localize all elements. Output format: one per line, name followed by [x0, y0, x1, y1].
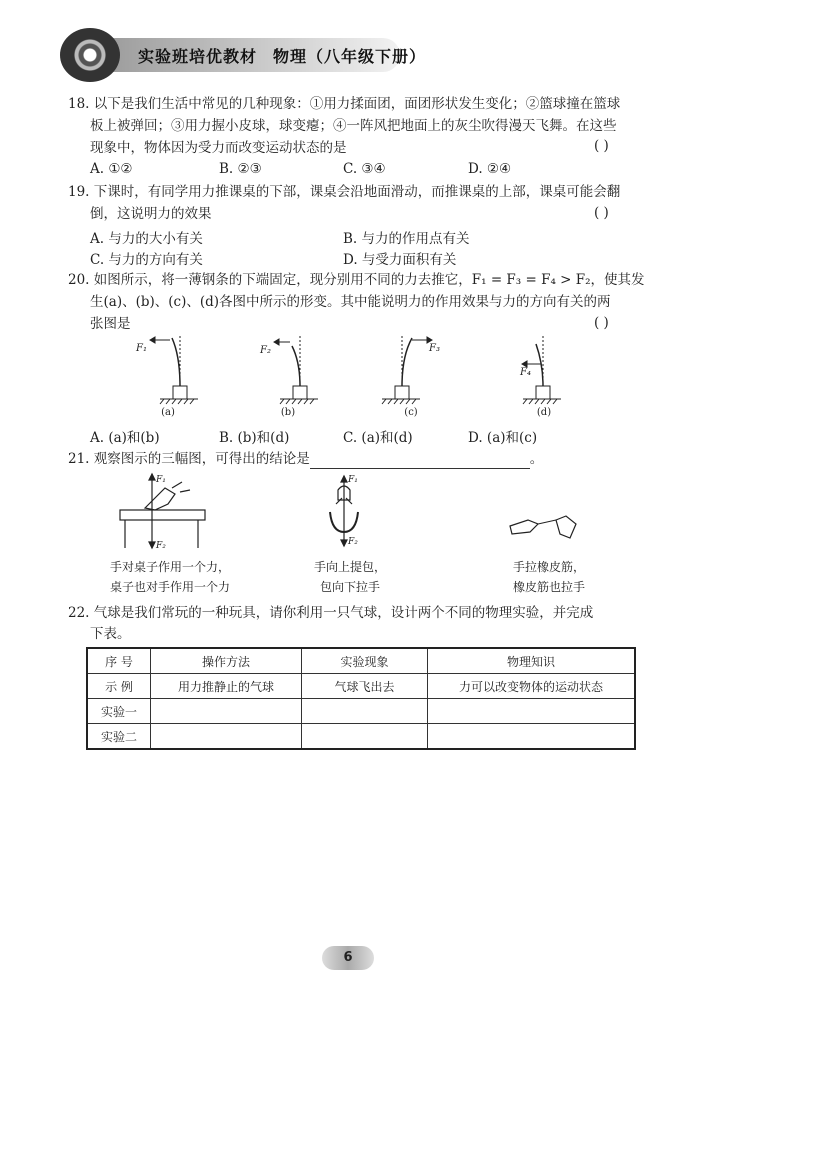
q20-line-3: 张图是 [90, 316, 131, 332]
table-cell-blank[interactable] [428, 724, 636, 750]
table-cell: 实验二 [87, 724, 151, 750]
q18-option-d: D. ②④ [468, 161, 512, 177]
q22-line-2: 下表。 [90, 626, 131, 642]
ground-hatch [280, 399, 318, 404]
bent-strip [402, 338, 412, 386]
q20-option-d: D. (a)和(c) [468, 430, 538, 446]
table-cell: 示 例 [87, 674, 151, 699]
q20-option-b: B. (b)和(d) [219, 430, 290, 446]
q19-answer-paren: ( ) [594, 205, 609, 221]
q20-line-2: 生(a)、(b)、(c)、(d)各图中所示的形变。其中能说明力的作用效果与力的方向有关的两 [90, 294, 611, 310]
q19-option-c: C. 与力的方向有关 [90, 252, 203, 268]
caption-bag [295, 557, 405, 597]
header-cell: 序 号 [87, 648, 151, 674]
caption-table [100, 557, 240, 597]
table-top [120, 510, 205, 520]
bent-strip [292, 346, 300, 386]
caption-rubber-band [494, 557, 604, 597]
table-header-row [87, 648, 635, 674]
q18-line-3: 现象中，物体因为受力而改变运动状态的是 [90, 140, 347, 156]
page-number: 6 [322, 946, 374, 970]
q21-end: 。 [529, 451, 544, 467]
hand-fingers [172, 482, 190, 492]
book-title: 实验班培优教材 [138, 47, 258, 66]
figure-label-c: (c) [404, 407, 418, 418]
bent-strip [536, 344, 543, 386]
force-label-a: F₁ [136, 343, 147, 354]
force-label-b: F₂ [260, 345, 271, 356]
clamp-block [536, 386, 550, 399]
caption-bag-line-2: 包向下拉手 [319, 580, 380, 594]
q22-line-1: 22. 气球是我们常玩的一种玩具，请你利用一只气球，设计两个不同的物理实验，并完成 [68, 605, 594, 621]
left-hand-icon [510, 520, 538, 534]
f1-label-table: F₁ [156, 475, 166, 485]
table-row [87, 674, 635, 699]
ground-hatch [382, 399, 420, 404]
q19-option-a: A. 与力的大小有关 [90, 231, 203, 247]
table-cell-blank[interactable] [151, 699, 302, 724]
hands-rubber-band-figure [510, 516, 576, 538]
header-cell: 实验现象 [302, 648, 428, 674]
interaction-illustrations [110, 468, 600, 554]
table-cell: 实验一 [87, 699, 151, 724]
ground-hatch [160, 399, 198, 404]
figure-label-b: (b) [280, 407, 296, 418]
hand-on-table-figure [120, 474, 205, 548]
right-hand-icon [556, 516, 576, 538]
table-cell-blank[interactable] [428, 699, 636, 724]
table-cell: 力可以改变物体的运动状态 [428, 674, 636, 699]
f1-label-bag: F₁ [348, 475, 358, 485]
figure-b [274, 336, 318, 404]
table-cell-blank[interactable] [302, 724, 428, 750]
q19-option-b: B. 与力的作用点有关 [343, 231, 470, 247]
page-header [60, 28, 460, 80]
table-cell: 气球飞出去 [302, 674, 428, 699]
clamp-block [395, 386, 409, 399]
arrow-head-icon [274, 339, 279, 345]
force-label-c: F₃ [429, 343, 440, 354]
q20-line-1: 20. 如图所示，将一薄钢条的下端固定，现分别用不同的力去推它，F₁ = F₃ = F₄ > F₂，使其发 [68, 272, 645, 288]
q21-text: 21. 观察图示的三幅图，可得出的结论是 [68, 451, 310, 467]
table-row [87, 724, 635, 750]
f2-label-table: F₂ [156, 541, 166, 551]
hand-lifting-bag-figure [330, 476, 358, 546]
q18-line-1: 18. 以下是我们生活中常见的几种现象：①用力揉面团，面团形状发生变化；②篮球撞在篮球 [68, 96, 621, 112]
force-label-d: F₄ [520, 367, 531, 378]
caption-rubber-band-line-1: 手拉橡皮筋， [512, 560, 585, 574]
table-cell-blank[interactable] [302, 699, 428, 724]
hand-icon [145, 488, 175, 510]
header-cell: 操作方法 [151, 648, 302, 674]
header-cell: 物理知识 [428, 648, 636, 674]
q21-question-line [68, 449, 543, 469]
header-title [138, 44, 426, 67]
q18-option-a: A. ①② [90, 161, 133, 177]
q20-option-a: A. (a)和(b) [90, 430, 160, 446]
bent-strip [172, 338, 180, 386]
figure-label-a: (a) [161, 407, 175, 418]
book-subtitle: 物理（八年级下册） [273, 47, 427, 66]
arrow-head-icon [150, 337, 155, 343]
figure-c [382, 336, 432, 404]
clamp-block [173, 386, 187, 399]
q18-option-c: C. ③④ [343, 161, 386, 177]
q18-option-b: B. ②③ [219, 161, 262, 177]
steel-strip-figures [120, 334, 590, 422]
figure-a [150, 336, 198, 404]
table-cell-blank[interactable] [151, 724, 302, 750]
experiment-table [86, 647, 636, 750]
figure-label-d: (d) [536, 407, 552, 418]
q18-line-2: 板上被弹回；③用力握小皮球，球变瘪；④一阵风把地面上的灰尘吹得漫天飞舞。在这些 [90, 118, 617, 134]
q19-line-1: 19. 下课时，有同学用力推课桌的下部，课桌会沿地面滑动，而推课桌的上部，课桌可能会翻 [68, 184, 621, 200]
caption-table-line-1: 手对桌子作用一个力， [109, 560, 230, 574]
caption-bag-line-1: 手向上提包， [313, 560, 386, 574]
q18-answer-paren: ( ) [594, 138, 609, 154]
caption-table-line-2: 桌子也对手作用一个力 [109, 580, 230, 594]
ground-hatch [523, 399, 561, 404]
table-row [87, 699, 635, 724]
q21-answer-blank[interactable] [310, 454, 530, 469]
f2-label-bag: F₂ [348, 537, 358, 547]
clamp-block [293, 386, 307, 399]
table-cell: 用力推静止的气球 [151, 674, 302, 699]
caption-rubber-band-line-2: 橡皮筋也拉手 [512, 580, 585, 594]
disc-logo-icon [60, 28, 120, 82]
q20-option-c: C. (a)和(d) [343, 430, 413, 446]
rubber-band [538, 520, 556, 524]
q19-option-d: D. 与受力面积有关 [343, 252, 457, 268]
q20-answer-paren: ( ) [594, 315, 609, 331]
q19-line-2: 倒，这说明力的效果 [90, 206, 212, 222]
